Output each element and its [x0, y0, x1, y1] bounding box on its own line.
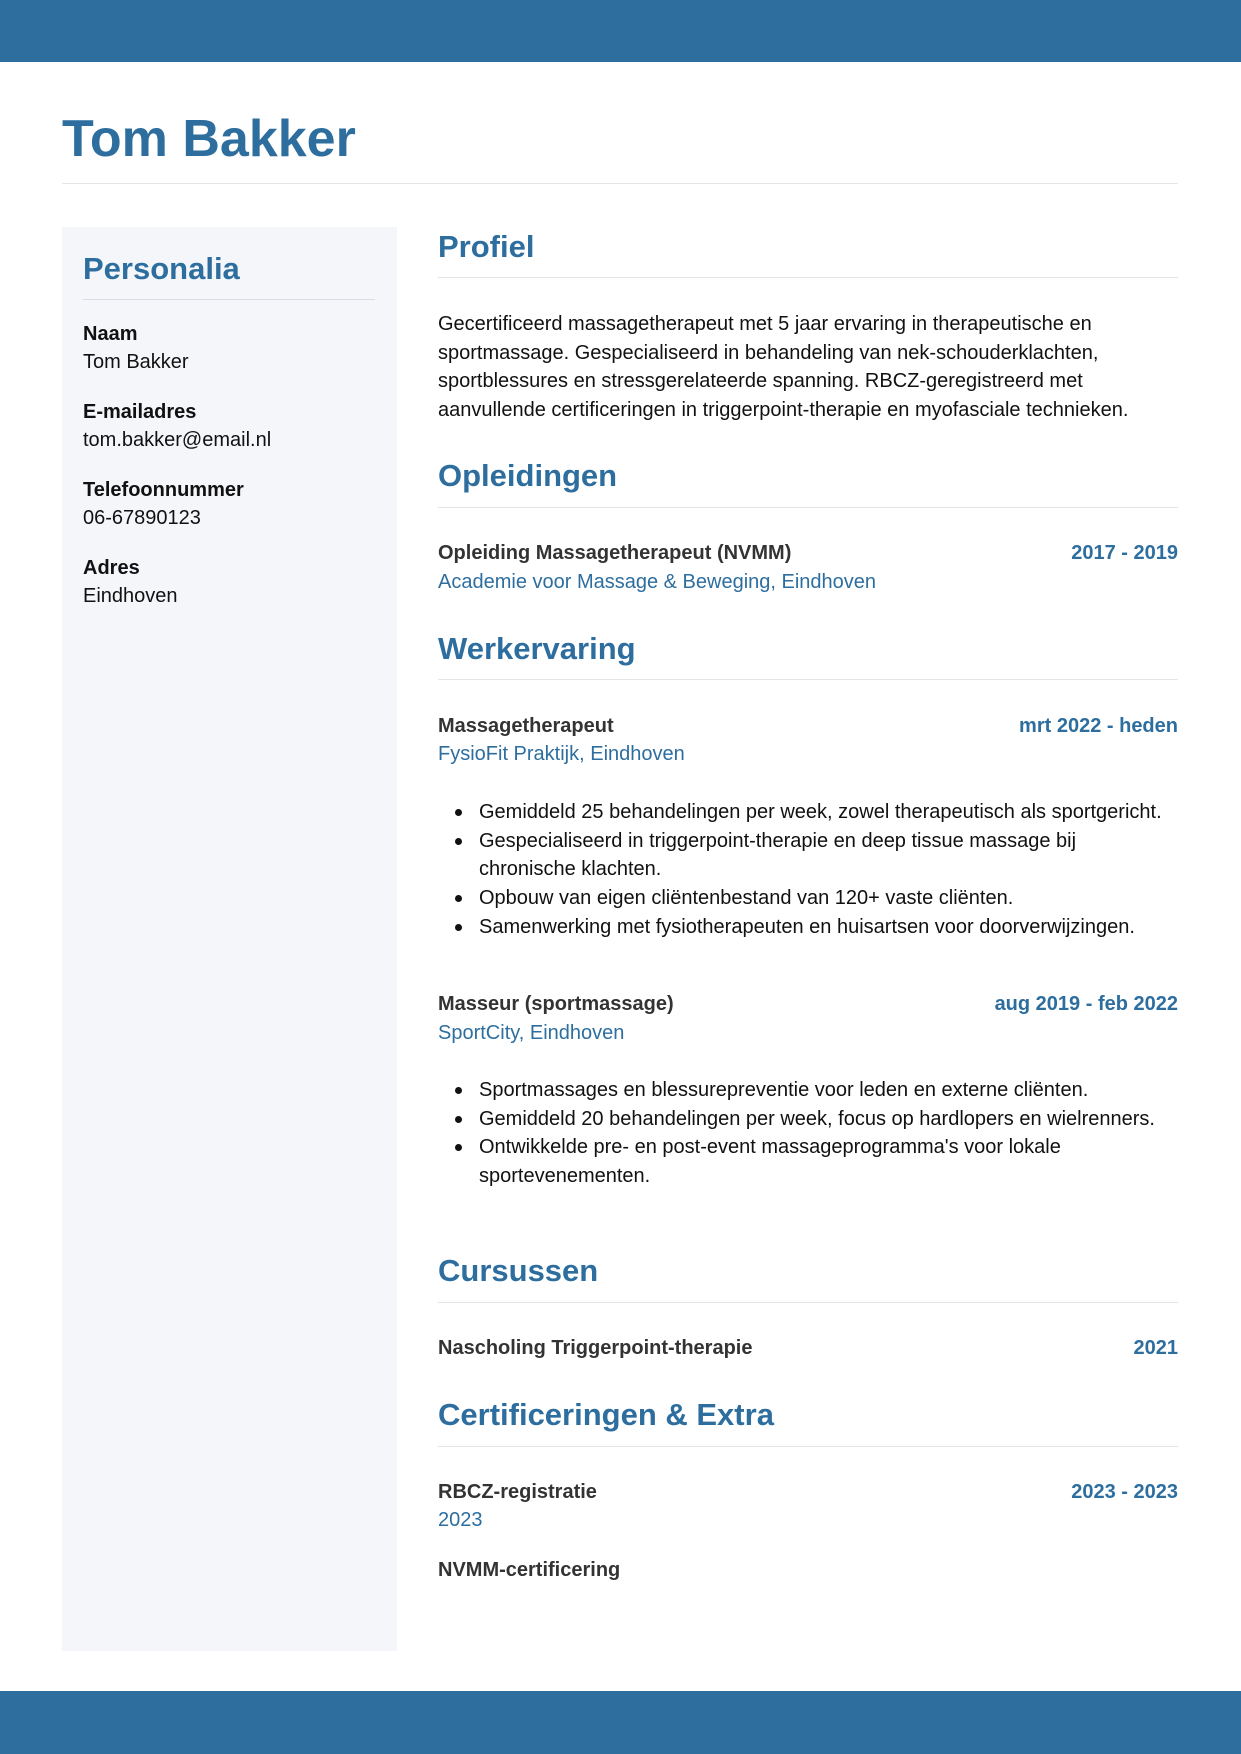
section-title-cursussen: Cursussen: [438, 1253, 599, 1288]
candidate-name: Tom Bakker: [62, 110, 356, 168]
list-item: Samenwerking met fysiotherapeuten en huisartsen voor doorverwijzingen.: [479, 913, 1178, 942]
work-entry: [438, 990, 1178, 1018]
list-item: Gemiddeld 25 behandelingen per week, zowel therapeutisch als sportgericht.: [479, 798, 1178, 827]
section-divider: [438, 679, 1178, 680]
section-divider: [438, 1446, 1178, 1447]
list-item: Opbouw van eigen cliëntenbestand van 120+ vaste cliënten.: [479, 884, 1178, 913]
personalia-divider: [83, 299, 375, 300]
course-entry: [438, 1334, 1178, 1362]
list-item: Ontwikkelde pre- en post-event massageprogramma's voor lokale sportevenementen.: [479, 1133, 1178, 1190]
footer-bar: [0, 1691, 1241, 1754]
entry-date: aug 2019 - feb 2022: [994, 993, 1178, 1015]
personalia-sidebar: [62, 227, 397, 1651]
field-value: Tom Bakker: [83, 351, 189, 373]
certification-entry: [438, 1478, 1178, 1506]
list-item: Sportmassages en blessurepreventie voor leden en externe cliënten.: [479, 1076, 1178, 1105]
field-value: Eindhoven: [83, 585, 178, 607]
entry-title: Masseur (sportmassage): [438, 993, 674, 1015]
field-telefoon: [83, 476, 383, 532]
section-divider: [438, 507, 1178, 508]
list-item: Gespecialiseerd in triggerpoint-therapie en deep tissue massage bij chronische klachten.: [479, 827, 1178, 884]
entry-date: 2023 - 2023: [1071, 1481, 1178, 1503]
field-value: tom.bakker@email.nl: [83, 429, 272, 451]
field-naam: [83, 320, 383, 376]
work-bullets: [438, 798, 1178, 942]
section-title-opleidingen: Opleidingen: [438, 458, 618, 493]
education-entry: [438, 539, 1178, 567]
field-adres: [83, 554, 383, 610]
entry-date: 2021: [1133, 1337, 1178, 1359]
entry-title: Opleiding Massagetherapeut (NVMM): [438, 542, 792, 564]
entry-title: Nascholing Triggerpoint-therapie: [438, 1337, 753, 1359]
field-label: Telefoonnummer: [83, 479, 244, 501]
work-entry: [438, 712, 1178, 740]
section-title-certificeringen: Certificeringen & Extra: [438, 1397, 774, 1432]
entry-subtitle: SportCity, Eindhoven: [438, 1022, 625, 1044]
personalia-title: Personalia: [83, 251, 240, 286]
certification-entry: [438, 1556, 1178, 1584]
field-label: E-mailadres: [83, 401, 197, 423]
section-title-profiel: Profiel: [438, 229, 535, 264]
entry-date: mrt 2022 - heden: [1019, 715, 1178, 737]
profile-text: Gecertificeerd massagetherapeut met 5 jaar ervaring in therapeutische en sportmassage. Gespecialiseerd in behandeling van nek-schouderklachten, sportblessures en stressgerelateerde spanning. RBCZ-geregistreerd met aanvullende certificeringen in triggerpoint-therapie en myofasciale technieken.: [438, 313, 1129, 422]
work-bullets: [438, 1076, 1178, 1191]
field-label: Adres: [83, 557, 140, 579]
entry-date: 2017 - 2019: [1071, 542, 1178, 564]
field-value: 06-67890123: [83, 507, 201, 529]
entry-title: RBCZ-registratie: [438, 1481, 597, 1503]
section-divider: [438, 277, 1178, 278]
entry-title: NVMM-certificering: [438, 1559, 621, 1581]
list-item: Gemiddeld 20 behandelingen per week, focus op hardlopers en wielrenners.: [479, 1105, 1178, 1134]
section-divider: [438, 1302, 1178, 1303]
section-title-werkervaring: Werkervaring: [438, 631, 636, 666]
entry-subtitle: Academie voor Massage & Beweging, Eindhoven: [438, 571, 877, 593]
field-email: [83, 398, 383, 454]
entry-subtitle: 2023: [438, 1509, 483, 1531]
entry-subtitle: FysioFit Praktijk, Eindhoven: [438, 743, 685, 765]
field-label: Naam: [83, 323, 138, 345]
entry-title: Massagetherapeut: [438, 715, 614, 737]
main-content: [438, 0, 1178, 1754]
